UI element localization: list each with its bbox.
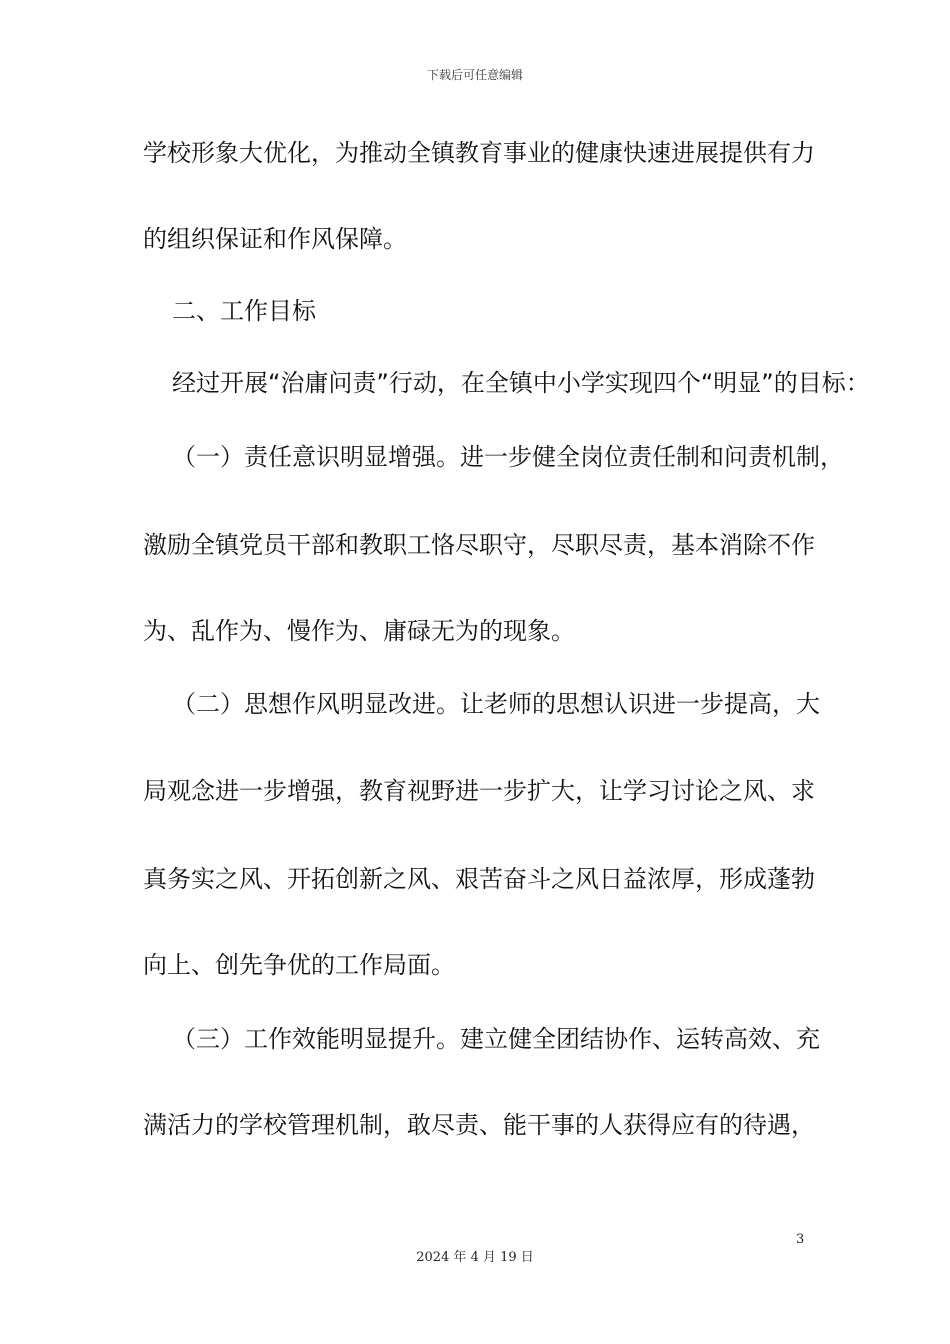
body-line: 局观念进一步增强，教育视野进一步扩大，让学习讨论之风、求 bbox=[143, 777, 815, 805]
body-line: 真务实之风、开拓创新之风、艰苦奋斗之风日益浓厚，形成蓬勃 bbox=[143, 865, 815, 893]
section-heading: 二、工作目标 bbox=[172, 297, 316, 325]
body-line: 的组织保证和作风保障。 bbox=[143, 225, 407, 253]
body-line: （二）思想作风明显改进。让老师的思想认识进一步提高，大 bbox=[172, 690, 820, 718]
body-line: 满活力的学校管理机制，敢尽责、能干事的人获得应有的待遇， bbox=[143, 1111, 815, 1139]
body-line: 为、乱作为、慢作为、庸碌无为的现象。 bbox=[143, 617, 575, 645]
footer-date: 2024 年 4 月 19 日 bbox=[416, 1250, 534, 1265]
header-note: 下载后可任意编辑 bbox=[426, 68, 523, 82]
page-number: 3 bbox=[796, 1232, 805, 1247]
body-line: 向上、创先争优的工作局面。 bbox=[143, 951, 455, 979]
body-line: 学校形象大优化，为推动全镇教育事业的健康快速进展提供有力 bbox=[143, 139, 815, 167]
body-line: （三）工作效能明显提升。建立健全团结协作、运转高效、充 bbox=[172, 1025, 820, 1053]
body-line: （一）责任意识明显增强。进一步健全岗位责任制和问责机制， bbox=[172, 443, 844, 471]
body-line: 激励全镇党员干部和教职工恪尽职守，尽职尽责，基本消除不作 bbox=[143, 531, 815, 559]
body-line: 经过开展“治庸问责”行动，在全镇中小学实现四个“明显”的目标： bbox=[172, 369, 870, 397]
